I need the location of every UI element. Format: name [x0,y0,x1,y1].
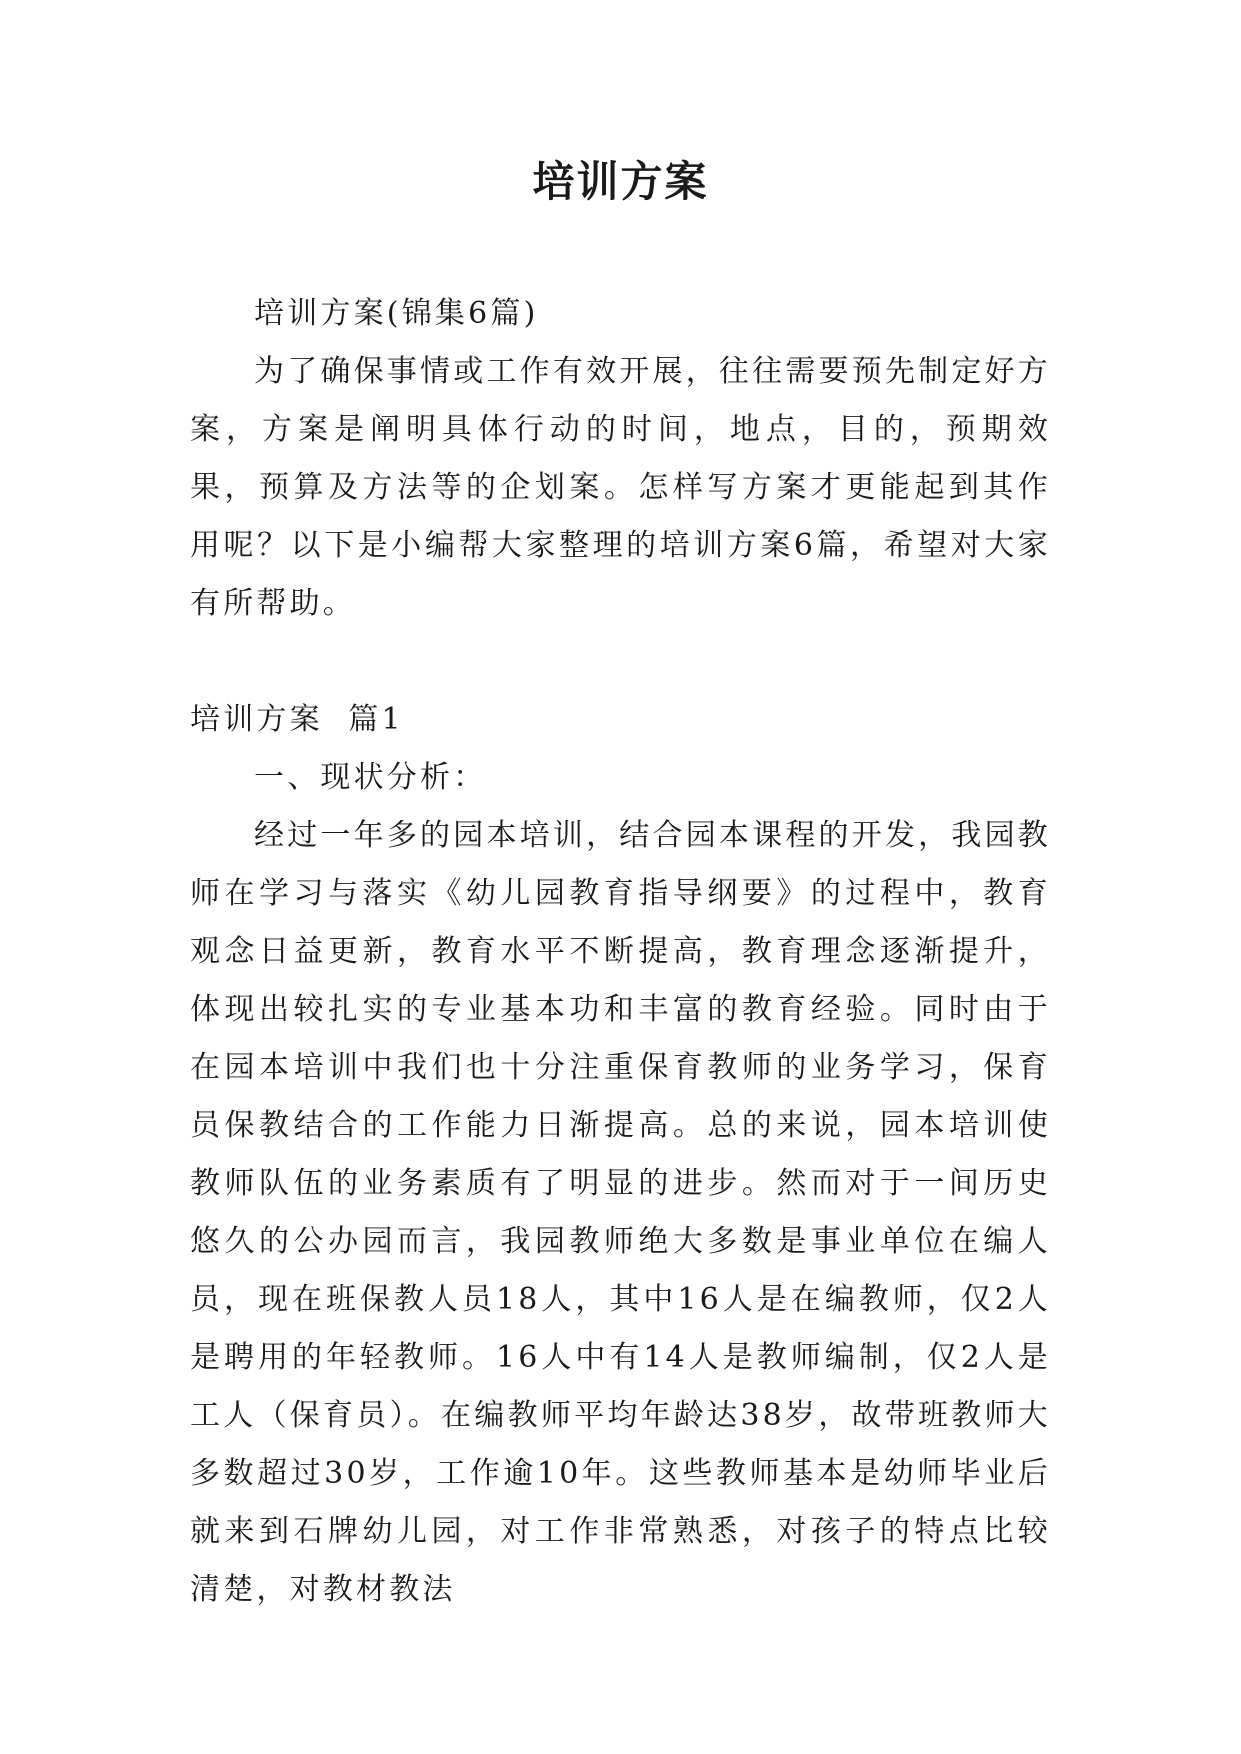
document-title: 培训方案 [532,157,709,206]
intro-subtitle: 培训方案(锦集6篇) [254,296,539,331]
section-heading: 培训方案 篇1 [190,702,404,737]
intro-paragraph: 为了确保事情或工作有效开展，往往需要预先制定好方案，方案是阐明具体行动的时间，地点，目的，预期效果，预算及方法等的企划案。怎样写方案才更能起到其作用呢？以下是小编帮大家整理的培训方案6篇，希望对大家有所帮助。 [190,354,1051,621]
section-paragraph: 经过一年多的园本培训，结合园本课程的开发，我园教师在学习与落实《幼儿园教育指导纲要》的过程中，教育观念日益更新，教育水平不断提高，教育理念逐渐提升，体现出较扎实的专业基本功和丰富的教育经验。同时由于在园本培训中我们也十分注重保育教师的业务学习，保育员保教结合的工作能力日渐提高。总的来说，园本培训使教师队伍的业务素质有了明显的进步。然而对于一间历史悠久的公办园而言，我园教师绝大多数是事业单位在编人员，现在班保教人员18人，其中16人是在编教师，仅2人是聘用的年轻教师。16人中有14人是教师编制，仅2人是工人（保育员）。在编教师平均年龄达38岁，故带班教师大多数超过30岁，工作逾10年。这些教师基本是幼师毕业后就来到石牌幼儿园，对工作非常熟悉，对孩子的特点比较清楚，对教材教法 [190,818,1051,1607]
section-subheading: 一、现状分析： [254,760,487,795]
document-body [190,285,1051,1619]
section-spacer [190,633,1051,691]
